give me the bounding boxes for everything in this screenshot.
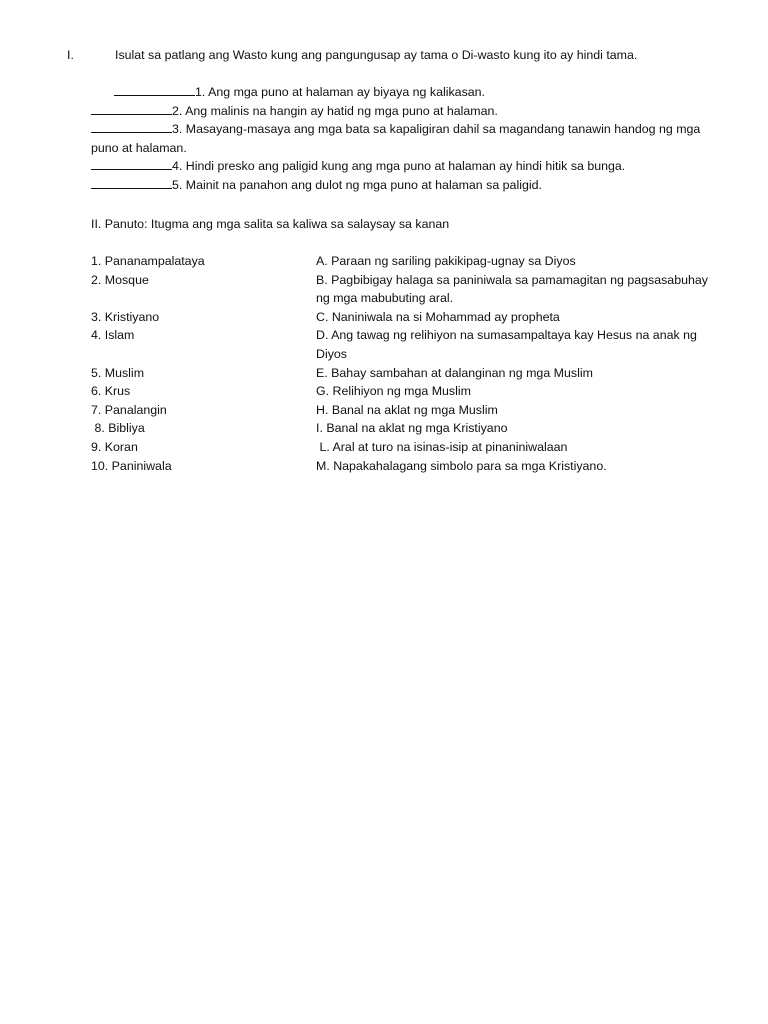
term: 10. Paniniwala xyxy=(91,458,172,473)
description: B. Pagbibigay halaga sa paniniwala sa pamamagitan ng pagsasabuhay ng mga mabubuting aral. xyxy=(316,272,708,306)
answer-blank[interactable] xyxy=(114,83,195,96)
table-row xyxy=(91,252,711,271)
term: 1. Pananampalataya xyxy=(91,254,205,268)
answer-blank[interactable] xyxy=(91,176,172,189)
list-item xyxy=(91,83,711,102)
description: D. Ang tawag ng relihiyon na sumasampaltaya kay Hesus na anak ng Diyos xyxy=(316,328,697,361)
item-text: 4. Hindi presko ang paligid kung ang mga puno at halaman ay hindi hitik sa bunga. xyxy=(172,159,626,174)
list-item xyxy=(91,102,711,121)
answer-blank[interactable] xyxy=(91,120,172,133)
table-row xyxy=(91,271,711,308)
term: 2. Mosque xyxy=(91,272,149,287)
description: E. Bahay sambahan at dalanginan ng mga Muslim xyxy=(316,365,593,380)
table-row xyxy=(91,419,711,438)
description: H. Banal na aklat ng mga Muslim xyxy=(316,402,498,417)
item-text: 1. Ang mga puno at halaman ay biyaya ng kalikasan. xyxy=(195,85,485,99)
description: M. Napakahalagang simbolo para sa mga Kristiyano. xyxy=(316,458,607,473)
description: A. Paraan ng sariling pakikipag-ugnay sa Diyos xyxy=(316,254,576,268)
section-1-number: I. xyxy=(67,48,74,62)
table-row xyxy=(91,457,711,476)
item-text: 2. Ang malinis na hangin ay hatid ng mga puno at halaman. xyxy=(172,103,498,118)
list-item xyxy=(91,176,711,195)
list-item xyxy=(91,120,711,157)
answer-blank[interactable] xyxy=(91,157,172,170)
list-item xyxy=(91,157,711,176)
term: 9. Koran xyxy=(91,439,138,454)
description: L. Aral at turo na isinas-isip at pinaniniwalaan xyxy=(316,439,568,454)
term: 8. Bibliya xyxy=(91,421,145,436)
term: 6. Krus xyxy=(91,384,131,399)
table-row xyxy=(91,364,711,383)
description: I. Banal na aklat ng mga Kristiyano xyxy=(316,421,508,436)
section-1-instruction: Isulat sa patlang ang Wasto kung ang pangungusap ay tama o Di-wasto kung ito ay hindi tama. xyxy=(115,48,638,62)
table-row xyxy=(91,326,711,363)
term: 4. Islam xyxy=(91,328,135,343)
item-text: 3. Masayang-masaya ang mga bata sa kapaligiran dahil sa magandang tanawin handog ng mga puno at halaman. xyxy=(91,122,701,155)
table-row xyxy=(91,438,711,457)
section-1-header xyxy=(0,46,768,65)
table-row xyxy=(91,382,711,401)
term: 3. Kristiyano xyxy=(91,309,160,324)
item-text: 5. Mainit na panahon ang dulot ng mga puno at halaman sa paligid. xyxy=(172,177,542,192)
description: C. Naniniwala na si Mohammad ay propheta xyxy=(316,309,560,324)
term: 5. Muslim xyxy=(91,365,145,380)
term: 7. Panalangin xyxy=(91,402,167,417)
answer-blank[interactable] xyxy=(91,102,172,115)
table-row xyxy=(91,401,711,420)
true-false-list xyxy=(91,83,711,195)
description: G. Relihiyon ng mga Muslim xyxy=(316,384,471,399)
matching-table xyxy=(91,252,711,475)
section-2-instruction: II. Panuto: Itugma ang mga salita sa kaliwa sa salaysay sa kanan xyxy=(91,217,450,231)
table-row xyxy=(91,308,711,327)
